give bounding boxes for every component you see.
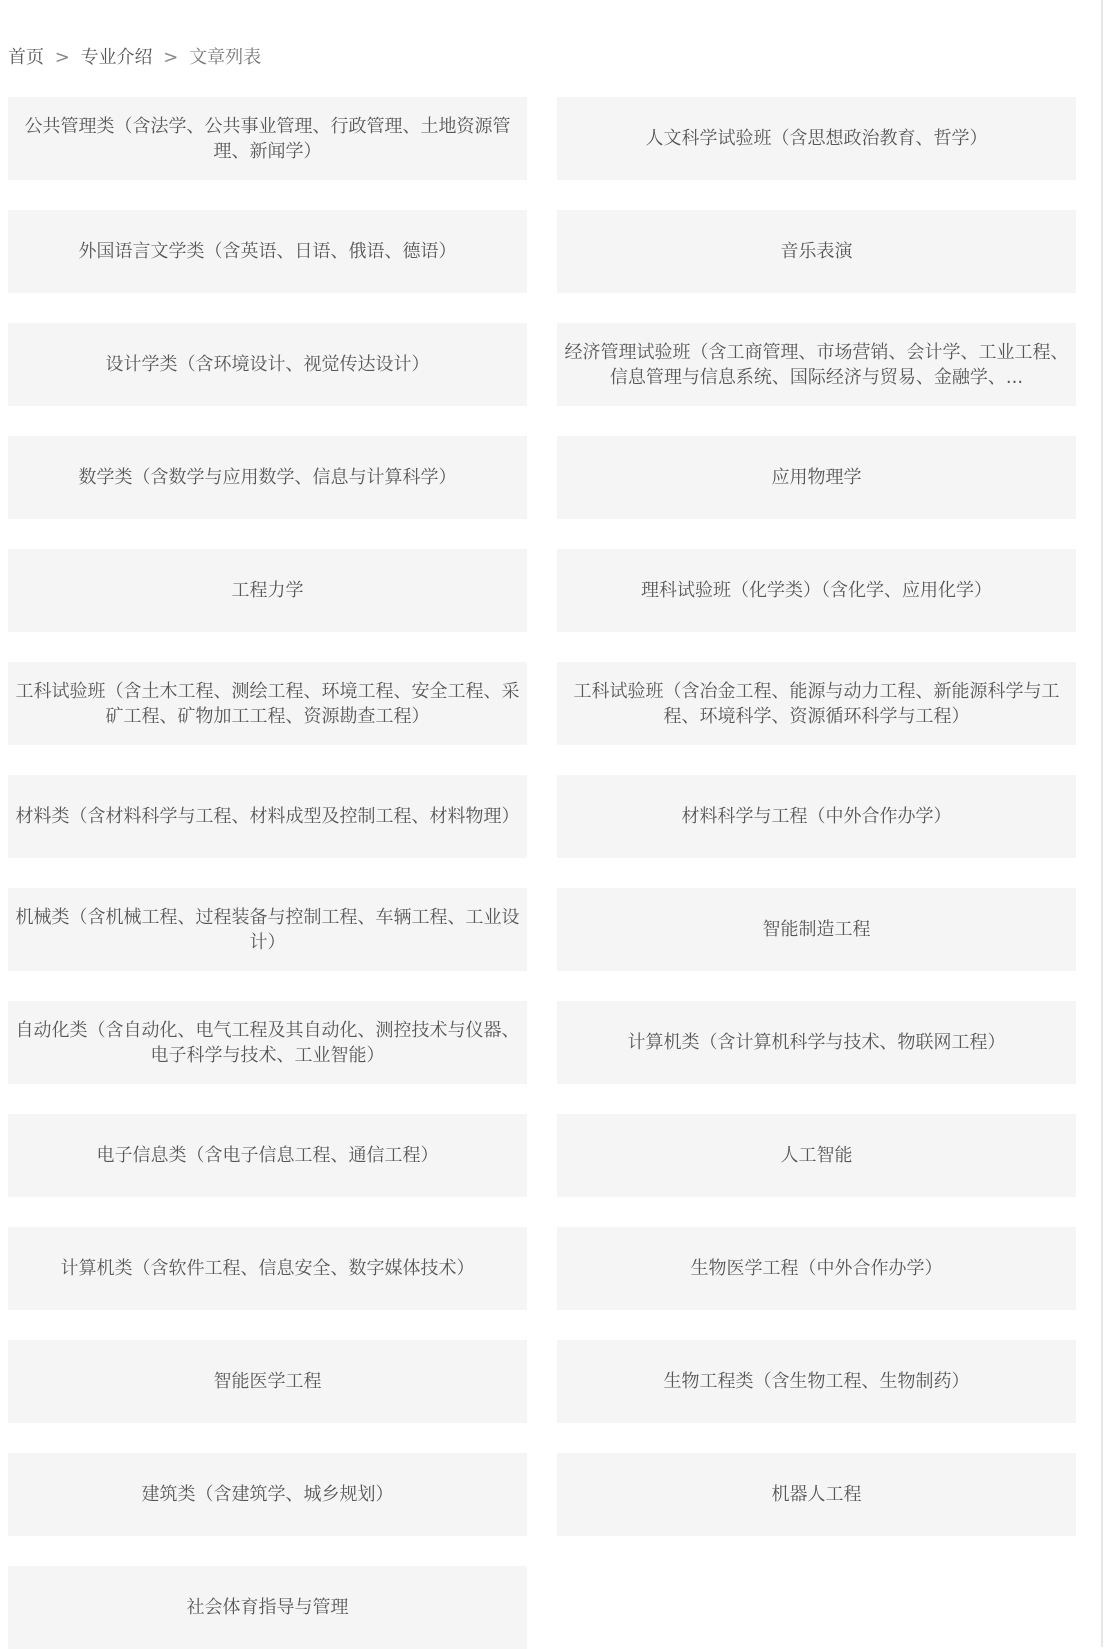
major-card-title: 计算机类（含软件工程、信息安全、数字媒体技术） (60, 1258, 475, 1279)
major-card[interactable] (557, 662, 1076, 745)
major-card[interactable] (557, 1453, 1076, 1536)
major-card-title: 生物医学工程（中外合作办学） (690, 1258, 943, 1279)
major-card-title: 智能制造工程 (762, 919, 871, 940)
major-card[interactable] (557, 1001, 1076, 1084)
major-card[interactable] (557, 1340, 1076, 1423)
major-card[interactable] (557, 1114, 1076, 1197)
major-card-title: 计算机类（含计算机科学与技术、物联网工程） (627, 1032, 1006, 1053)
major-card[interactable] (8, 775, 527, 858)
major-card[interactable] (557, 775, 1076, 858)
major-card-title: 外国语言文学类（含英语、日语、俄语、德语） (78, 241, 457, 262)
major-card-title: 应用物理学 (771, 467, 862, 488)
major-card-title: 设计学类（含环境设计、视觉传达设计） (105, 354, 430, 375)
major-card[interactable] (8, 888, 527, 971)
major-card-title: 机器人工程 (771, 1484, 862, 1505)
major-card-title: 建筑类（含建筑学、城乡规划） (141, 1484, 394, 1505)
major-list (8, 97, 1076, 1649)
major-card-title: 工程力学 (231, 580, 304, 601)
major-card[interactable] (557, 1227, 1076, 1310)
major-card[interactable] (8, 1001, 527, 1084)
major-card-title: 电子信息类（含电子信息工程、通信工程） (96, 1145, 439, 1166)
major-card-title: 音乐表演 (780, 241, 853, 262)
major-card[interactable] (557, 888, 1076, 971)
major-card-title: 数学类（含数学与应用数学、信息与计算科学） (78, 467, 457, 488)
major-card-title: 机械类（含机械工程、过程装备与控制工程、车辆工程、工业设计） (15, 906, 520, 953)
major-card-title: 经济管理试验班（含工商管理、市场营销、会计学、工业工程、信息管理与信息系统、国际经济与贸易、金融学、... (564, 341, 1069, 388)
breadcrumb-current: 文章列表 (189, 47, 262, 68)
major-card[interactable] (8, 97, 527, 180)
major-card-title: 人工智能 (780, 1145, 853, 1166)
major-card[interactable] (557, 97, 1076, 180)
major-card[interactable] (8, 1566, 527, 1649)
major-card-title: 理科试验班（化学类）（含化学、应用化学） (641, 580, 992, 601)
major-card-title: 社会体育指导与管理 (186, 1597, 349, 1618)
major-card[interactable] (8, 436, 527, 519)
breadcrumb-separator: > (54, 47, 70, 68)
major-card-title: 智能医学工程 (213, 1371, 322, 1392)
major-card-title: 生物工程类（含生物工程、生物制药） (663, 1371, 970, 1392)
major-card[interactable] (8, 210, 527, 293)
major-card-title: 材料科学与工程（中外合作办学） (681, 806, 952, 827)
major-card[interactable] (8, 549, 527, 632)
major-card[interactable] (557, 210, 1076, 293)
major-card-title: 人文科学试验班（含思想政治教育、哲学） (645, 128, 988, 149)
major-card[interactable] (8, 662, 527, 745)
major-card[interactable] (8, 1227, 527, 1310)
major-card-title: 自动化类（含自动化、电气工程及其自动化、测控技术与仪器、电子科学与技术、工业智能） (15, 1019, 520, 1066)
major-card-title: 公共管理类（含法学、公共事业管理、行政管理、土地资源管理、新闻学） (24, 115, 511, 162)
major-card-title: 材料类（含材料科学与工程、材料成型及控制工程、材料物理） (15, 806, 520, 827)
major-card[interactable] (557, 436, 1076, 519)
page-right-border (1101, 0, 1103, 1647)
major-card-title: 工科试验班（含冶金工程、能源与动力工程、新能源科学与工程、环境科学、资源循环科学与工程） (573, 680, 1060, 727)
major-card[interactable] (557, 323, 1076, 406)
major-card[interactable] (557, 549, 1076, 632)
breadcrumb (8, 46, 261, 70)
breadcrumb-home-link[interactable]: 首页 (8, 47, 44, 68)
breadcrumb-separator: > (163, 47, 179, 68)
major-card[interactable] (8, 1114, 527, 1197)
major-card[interactable] (8, 323, 527, 406)
major-card[interactable] (8, 1340, 527, 1423)
major-card[interactable] (8, 1453, 527, 1536)
breadcrumb-section-link[interactable]: 专业介绍 (80, 47, 153, 68)
major-card-title: 工科试验班（含土木工程、测绘工程、环境工程、安全工程、采矿工程、矿物加工工程、资源勘查工程） (15, 680, 520, 727)
